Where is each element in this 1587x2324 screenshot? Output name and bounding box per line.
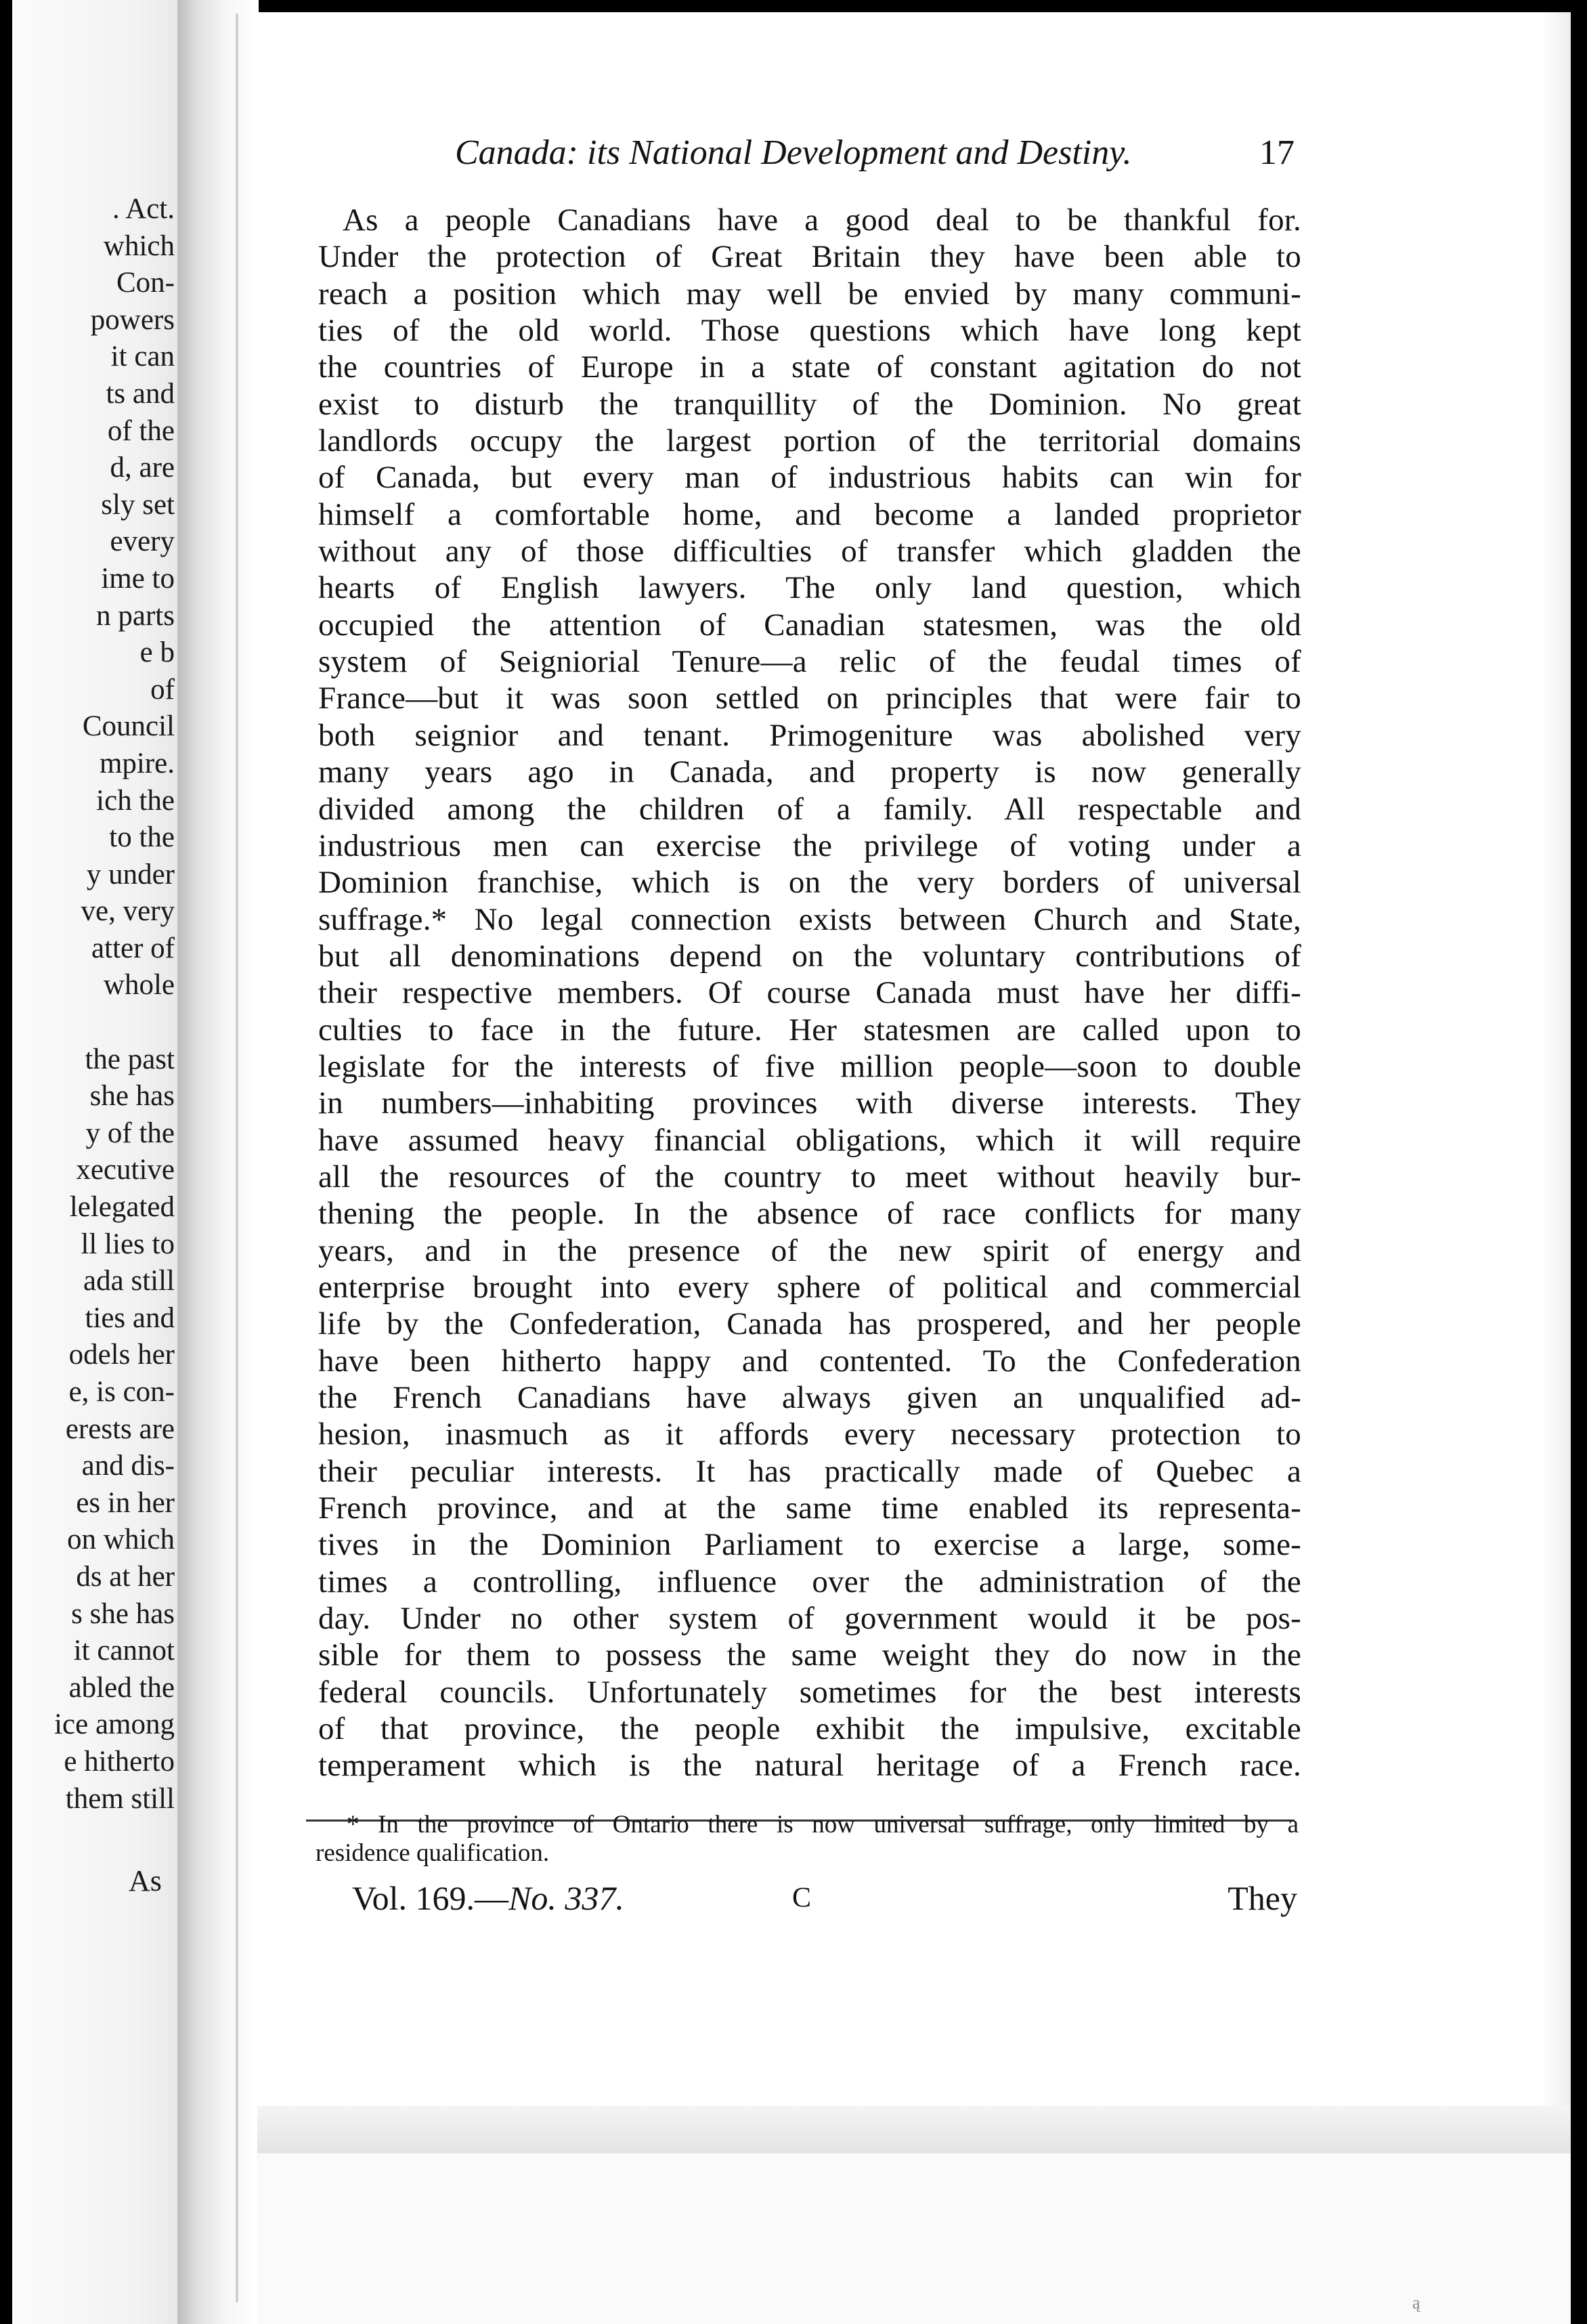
page-bottom-shadow <box>257 2106 1584 2153</box>
facing-page-line: ada still <box>83 1265 175 1297</box>
text-line: the countries of Europe in a state of constant agitation do not <box>318 349 1301 385</box>
text-line: all the resources of the country to meet without heavily bur- <box>318 1159 1301 1195</box>
page-footer <box>352 1874 1297 1922</box>
text-line: times a controlling, influence over the administration of the <box>318 1564 1301 1599</box>
text-line: reach a position which may well be envied by many communi- <box>318 276 1301 311</box>
text-line: have been hitherto happy and contented. To the Confederation <box>318 1343 1301 1379</box>
text-line: Dominion franchise, which is on the very borders of universal <box>318 865 1301 901</box>
text-line: without any of those difficulties of transfer which gladden the <box>318 534 1301 569</box>
text-line: enterprise brought into every sphere of political and commercial <box>318 1269 1301 1305</box>
text-line: have assumed heavy financial obligations, which it will require <box>318 1122 1301 1158</box>
text-line: of Canada, but every man of industrious habits can win for <box>318 460 1301 496</box>
facing-page-text <box>12 191 175 1817</box>
text-line: occupied the attention of Canadian statesmen, was the old <box>318 607 1301 643</box>
page-edge <box>1541 12 1571 2324</box>
text-line: years, and in the presence of the new spirit of energy and <box>318 1232 1301 1268</box>
text-line: temperament which is the natural heritage of a French race. <box>318 1748 1301 1784</box>
facing-page-line: of the <box>107 414 175 447</box>
text-line: landlords occupy the largest portion of the territorial domains <box>318 423 1301 459</box>
facing-page-line: sly set <box>101 488 175 521</box>
book-gutter <box>177 0 259 2324</box>
facing-page-line: ve, very <box>81 895 175 928</box>
facing-page <box>12 0 188 2324</box>
facing-page-line: them still <box>65 1782 175 1815</box>
facing-page-catchword: As <box>129 1864 162 1897</box>
text-line: himself a comfortable home, and become a landed proprietor <box>318 496 1301 532</box>
facing-page-line: of <box>150 673 175 706</box>
text-line: many years ago in Canada, and property is now generally <box>318 754 1301 790</box>
facing-page-line: every <box>110 525 175 558</box>
text-line: tives in the Dominion Parliament to exercise a large, some- <box>318 1527 1301 1563</box>
facing-page-line: atter of <box>91 932 175 964</box>
facing-page-line: ll lies to <box>81 1228 175 1260</box>
facing-page-line: y of the <box>85 1117 175 1149</box>
text-line: legislate for the interests of five million people—soon to double <box>318 1048 1301 1084</box>
facing-page-line: she has <box>89 1080 175 1113</box>
text-line: day. Under no other system of government would it be pos- <box>318 1601 1301 1637</box>
text-line: but all denominations depend on the voluntary contributions of <box>318 938 1301 974</box>
facing-page-line: whole <box>103 969 175 1002</box>
text-line: French province, and at the same time enabled its representa- <box>318 1490 1301 1526</box>
facing-page-line: . Act. <box>112 193 175 225</box>
facing-page-line: e, is con- <box>68 1376 175 1408</box>
text-line: their respective members. Of course Canada must have her diffi- <box>318 975 1301 1011</box>
text-line: hesion, inasmuch as it affords every necessary protection to <box>318 1417 1301 1452</box>
facing-page-line: es in her <box>76 1486 175 1519</box>
facing-page-line: xecutive <box>76 1154 175 1186</box>
running-title: Canada: its National Development and Destiny. <box>455 133 1132 172</box>
text-line: both seignior and tenant. Primogeniture was abolished very <box>318 717 1301 753</box>
facing-page-line: mpire. <box>99 747 175 779</box>
text-line: hearts of English lawyers. The only land question, which <box>318 570 1301 606</box>
volume-number: Vol. 169.— <box>352 1879 509 1917</box>
facing-page-line: Con- <box>116 267 175 299</box>
facing-page-line: ime to <box>101 562 175 595</box>
footnote-line: residence qualification. <box>316 1839 550 1867</box>
text-line: of that province, the people exhibit the impulsive, excitable <box>318 1711 1301 1747</box>
scan-border-left <box>0 0 12 2324</box>
volume-label <box>352 1874 624 1922</box>
page-bottom-margin <box>257 2153 1584 2324</box>
facing-page-line: Council <box>82 710 175 743</box>
facing-page-line: it cannot <box>73 1635 175 1667</box>
facing-page-line: powers <box>90 303 175 336</box>
text-line: federal councils. Unfortunately sometimes for the best interests <box>318 1674 1301 1710</box>
facing-page-line: n parts <box>96 599 175 632</box>
text-line: life by the Confederation, Canada has prospered, and her people <box>318 1306 1301 1342</box>
facing-page-line: s she has <box>71 1597 175 1630</box>
text-line: the French Canadians have always given an unqualified ad- <box>318 1380 1301 1415</box>
facing-page-line: ts and <box>106 377 175 410</box>
facing-page-line <box>12 1004 175 1041</box>
facing-page-line: odels her <box>68 1339 175 1371</box>
facing-page-line: ich the <box>96 784 175 817</box>
facing-page-line: the past <box>85 1043 175 1075</box>
footnote-line: * In the province of Ontario there is now universal suffrage, only limited by a <box>347 1811 1299 1838</box>
footnote <box>316 1811 1299 1868</box>
facing-page-line: ice among <box>54 1708 175 1741</box>
facing-page-line: abled the <box>68 1671 175 1704</box>
text-line: divided among the children of a family. All respectable and <box>318 791 1301 827</box>
facing-page-line: to the <box>109 821 175 854</box>
page-number: 17 <box>1259 133 1295 172</box>
text-line: industrious men can exercise the privilege of voting under a <box>318 827 1301 863</box>
scan-border-top <box>183 0 1587 12</box>
text-line: in numbers—inhabiting provinces with diverse interests. They <box>318 1085 1301 1121</box>
scan-mark: ą <box>1412 2293 1420 2312</box>
text-line: As a people Canadians have a good deal to be thankful for. <box>343 202 1301 238</box>
issue-number: No. 337. <box>508 1879 624 1917</box>
facing-page-line: which <box>103 230 175 262</box>
text-line: culties to face in the future. Her statesmen are called upon to <box>318 1012 1301 1048</box>
facing-page-line: lelegated <box>69 1191 175 1224</box>
catchword: They <box>1227 1879 1297 1917</box>
facing-page-line: and dis- <box>81 1450 175 1482</box>
facing-page-line: e hitherto <box>64 1745 175 1778</box>
text-line: Under the protection of Great Britain they have been able to <box>318 239 1301 275</box>
facing-page-line: ds at her <box>76 1560 175 1593</box>
facing-page-line: erests are <box>65 1413 175 1445</box>
text-line: system of Seigniorial Tenure—a relic of the feudal times of <box>318 644 1301 680</box>
gutter-fold <box>236 14 238 2302</box>
scan-border-right <box>1571 0 1587 2324</box>
body-text <box>318 202 1301 1784</box>
facing-page-line: ties and <box>85 1301 175 1334</box>
facing-page-line: d, are <box>110 452 175 484</box>
text-line: their peculiar interests. It has practically made of Quebec a <box>318 1453 1301 1489</box>
running-header <box>455 126 1295 180</box>
text-line: ties of the old world. Those questions which have long kept <box>318 313 1301 349</box>
text-line: sible for them to possess the same weight they do now in the <box>318 1637 1301 1673</box>
text-line: suffrage.* No legal connection exists between Church and State, <box>318 901 1301 937</box>
text-line: France—but it was soon settled on principles that were fair to <box>318 681 1301 716</box>
signature-mark: C <box>792 1882 812 1914</box>
facing-page-line: e b <box>139 637 175 669</box>
facing-page-line: y under <box>86 858 175 890</box>
facing-page-line: on which <box>67 1524 175 1556</box>
facing-page-line: it can <box>110 341 175 373</box>
text-line: thening the people. In the absence of race conflicts for many <box>318 1196 1301 1232</box>
text-line: exist to disturb the tranquillity of the Dominion. No great <box>318 386 1301 422</box>
